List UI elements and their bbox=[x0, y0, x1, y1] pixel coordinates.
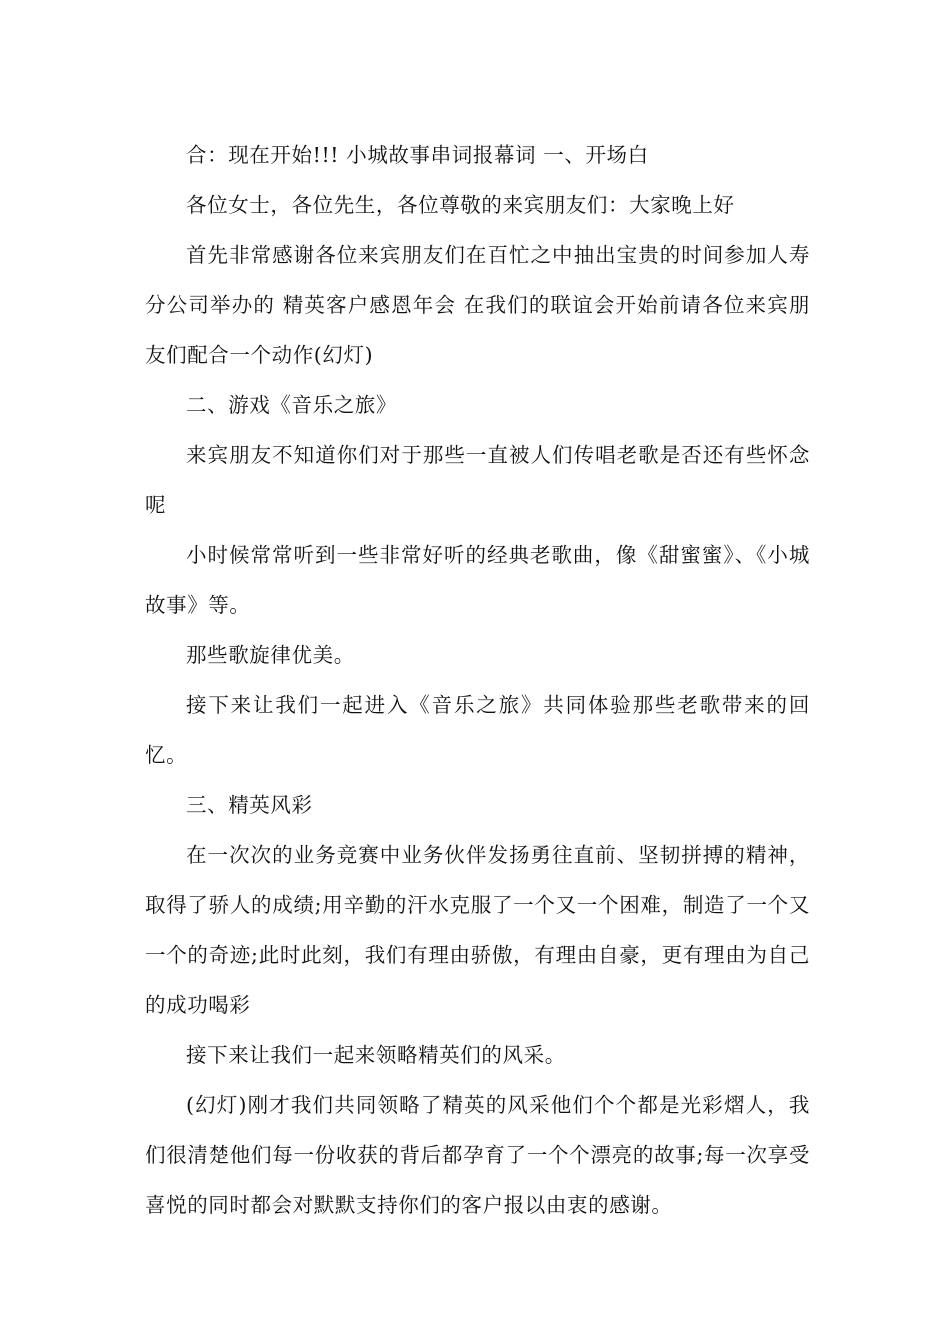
paragraph-competition: 在一次次的业务竞赛中业务伙伴发扬勇往直前、坚韧拼搏的精神，取得了骄人的成绩;用辛勤的汗水克服了一个又一个困难，制造了一个又一个的奇迹;此时此刻，我们有理由骄傲，有理由自豪，更有理由为自己的成功喝彩 bbox=[145, 843, 810, 1017]
heading-section-game: 二、游戏《音乐之旅》 bbox=[186, 393, 397, 417]
paragraph-old-songs-question: 来宾朋友不知道你们对于那些一直被人们传唱老歌是否还有些怀念呢 bbox=[145, 443, 810, 517]
paragraph-opening-title: 合：现在开始!!! 小城故事串词报幕词 一、开场白 bbox=[186, 143, 649, 167]
paragraph-thanks: 首先非常感谢各位来宾朋友们在百忙之中抽出宝贵的时间参加人寿分公司举办的 精英客户感恩年会 在我们的联谊会开始前请各位来宾朋友们配合一个动作(幻灯) bbox=[145, 243, 810, 367]
document-body bbox=[145, 130, 810, 1230]
paragraph-slide-thanks: (幻灯)刚才我们共同领略了精英的风采他们个个都是光彩熠人，我们很清楚他们每一份收获的背后都孕育了一个个漂亮的故事;每一次享受喜悦的同时都会对默默支持你们的客户报以由衷的感谢。 bbox=[145, 1093, 810, 1217]
paragraph-music-journey: 接下来让我们一起进入《音乐之旅》共同体验那些老歌带来的回忆。 bbox=[145, 693, 810, 767]
paragraph-greeting: 各位女士，各位先生，各位尊敬的来宾朋友们：大家晚上好 bbox=[186, 193, 735, 217]
paragraph-elite-style: 接下来让我们一起来领略精英们的风采。 bbox=[186, 1043, 566, 1067]
heading-section-elite: 三、精英风彩 bbox=[186, 793, 313, 817]
paragraph-melody: 那些歌旋律优美。 bbox=[186, 643, 355, 667]
paragraph-childhood-songs: 小时候常常听到一些非常好听的经典老歌曲，像《甜蜜蜜》、《小城故事》等。 bbox=[145, 543, 810, 617]
